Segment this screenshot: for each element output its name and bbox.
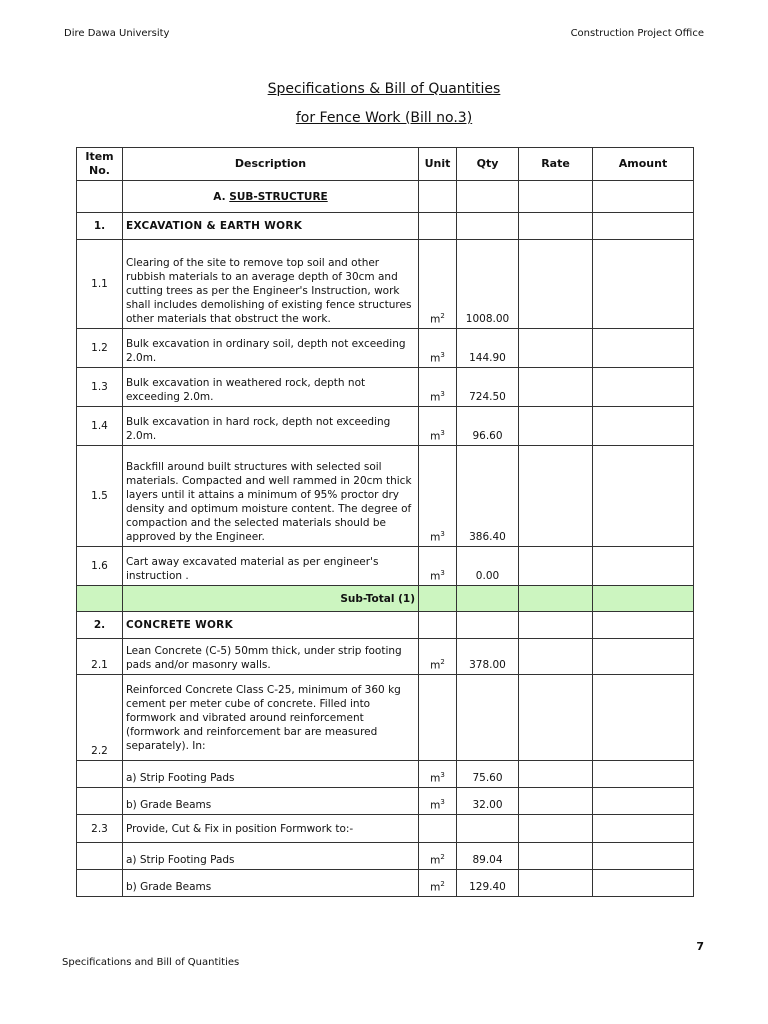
table-row xyxy=(77,639,694,675)
col-header-unit: Unit xyxy=(419,148,457,181)
item-amount xyxy=(593,368,694,407)
item-qty: 724.50 xyxy=(457,368,519,407)
item-amount xyxy=(593,639,694,675)
table-row xyxy=(77,368,694,407)
table-row xyxy=(77,547,694,586)
item-qty: 144.90 xyxy=(457,329,519,368)
section-heading: A. SUB-STRUCTURE xyxy=(123,181,419,213)
item-description: Provide, Cut & Fix in position Formwork to:- xyxy=(123,815,419,843)
item-amount xyxy=(593,446,694,547)
item-description: Lean Concrete (C-5) 50mm thick, under strip footing pads and/or masonry walls. xyxy=(123,639,419,675)
item-qty: 129.40 xyxy=(457,870,519,897)
item-rate xyxy=(519,368,593,407)
item-description: b) Grade Beams xyxy=(123,788,419,815)
table-row xyxy=(77,329,694,368)
item-number: 1.6 xyxy=(77,547,123,586)
col-header-description: Description xyxy=(123,148,419,181)
item-rate xyxy=(519,788,593,815)
item-number: 1.5 xyxy=(77,446,123,547)
item-amount xyxy=(593,788,694,815)
item-qty: 89.04 xyxy=(457,843,519,870)
table-header-row xyxy=(77,148,694,181)
item-unit: $m^3$ xyxy=(419,788,457,815)
item-number: 2.1 xyxy=(77,639,123,675)
item-description: a) Strip Footing Pads xyxy=(123,761,419,788)
item-unit: $m^3$ xyxy=(419,407,457,446)
subtotal-amount xyxy=(593,586,694,612)
item-description: Backfill around built structures with selected soil materials. Compacted and well rammed in 20cm thick layers until it attains a minimum of 95% proctor dry density and optimum moisture content. The degree of compaction and the selected materials should be approved by the Engineer. xyxy=(123,446,419,547)
col-header-amount: Amount xyxy=(593,148,694,181)
item-unit: $m^3$ xyxy=(419,329,457,368)
item-qty: 75.60 xyxy=(457,761,519,788)
document-title: Specifications & Bill of Quantities xyxy=(267,81,501,97)
item-description: Reinforced Concrete Class C-25, minimum of 360 kg cement per meter cube of concrete. Filled into formwork and vibrated around reinforcement (formwork and reinforcement bar are measured separately). In: xyxy=(123,675,419,761)
item-amount xyxy=(593,547,694,586)
item-unit: $m^3$ xyxy=(419,446,457,547)
item-unit: $m^3$ xyxy=(419,761,457,788)
item-unit: $m^2$ xyxy=(419,870,457,897)
item-rate xyxy=(519,547,593,586)
item-amount xyxy=(593,761,694,788)
table-row xyxy=(77,843,694,870)
item-number: 2.2 xyxy=(77,675,123,761)
item-unit: $m^2$ xyxy=(419,240,457,329)
header-right: Construction Project Office xyxy=(570,28,704,39)
page-number: 7 xyxy=(696,940,704,953)
col-header-qty: Qty xyxy=(457,148,519,181)
item-qty: 96.60 xyxy=(457,407,519,446)
item-number: 1.1 xyxy=(77,240,123,329)
group-number: 1. xyxy=(77,213,123,240)
group-number: 2. xyxy=(77,612,123,639)
subtotal-label: Sub-Total (1) xyxy=(123,586,419,612)
table-row xyxy=(77,815,694,843)
item-amount xyxy=(593,843,694,870)
item-unit: $m^2$ xyxy=(419,843,457,870)
group-title: EXCAVATION & EARTH WORK xyxy=(123,213,419,240)
item-amount xyxy=(593,329,694,368)
table-row xyxy=(77,788,694,815)
table-row xyxy=(77,761,694,788)
group-row xyxy=(77,213,694,240)
item-qty: 32.00 xyxy=(457,788,519,815)
subtotal-row xyxy=(77,586,694,612)
table-row xyxy=(77,446,694,547)
item-qty: 378.00 xyxy=(457,639,519,675)
item-rate xyxy=(519,240,593,329)
item-amount xyxy=(593,240,694,329)
group-row xyxy=(77,612,694,639)
table-row xyxy=(77,870,694,897)
item-number: 1.4 xyxy=(77,407,123,446)
item-rate xyxy=(519,329,593,368)
col-header-rate: Rate xyxy=(519,148,593,181)
header-left: Dire Dawa University xyxy=(64,28,170,39)
item-rate xyxy=(519,639,593,675)
item-amount xyxy=(593,870,694,897)
item-unit: $m^3$ xyxy=(419,368,457,407)
item-unit: $m^2$ xyxy=(419,639,457,675)
item-rate xyxy=(519,870,593,897)
col-header-item: Item No. xyxy=(77,148,123,181)
item-description: b) Grade Beams xyxy=(123,870,419,897)
item-description: Bulk excavation in weathered rock, depth not exceeding 2.0m. xyxy=(123,368,419,407)
item-number: 1.3 xyxy=(77,368,123,407)
document-subtitle: for Fence Work (Bill no.3) xyxy=(295,110,473,126)
table-row xyxy=(77,240,694,329)
item-unit: $m^3$ xyxy=(419,547,457,586)
item-qty: 386.40 xyxy=(457,446,519,547)
item-description: Bulk excavation in hard rock, depth not exceeding 2.0m. xyxy=(123,407,419,446)
bill-of-quantities-table xyxy=(76,147,694,897)
section-row xyxy=(77,181,694,213)
item-amount xyxy=(593,407,694,446)
table-row xyxy=(77,407,694,446)
table-row xyxy=(77,675,694,761)
item-rate xyxy=(519,843,593,870)
item-rate xyxy=(519,407,593,446)
item-description: Bulk excavation in ordinary soil, depth not exceeding 2.0m. xyxy=(123,329,419,368)
item-rate xyxy=(519,761,593,788)
group-title: CONCRETE WORK xyxy=(123,612,419,639)
item-description: a) Strip Footing Pads xyxy=(123,843,419,870)
item-description: Clearing of the site to remove top soil and other rubbish materials to an average depth of 30cm and cutting trees as per the Engineer's Instruction, work shall includes demolishing of existing fence structures other materials that obstruct the work. xyxy=(123,240,419,329)
item-number: 1.2 xyxy=(77,329,123,368)
item-rate xyxy=(519,446,593,547)
item-qty: 1008.00 xyxy=(457,240,519,329)
item-description: Cart away excavated material as per engineer's instruction . xyxy=(123,547,419,586)
item-number: 2.3 xyxy=(77,815,123,843)
item-qty: 0.00 xyxy=(457,547,519,586)
footer-text: Specifications and Bill of Quantities xyxy=(62,957,240,968)
